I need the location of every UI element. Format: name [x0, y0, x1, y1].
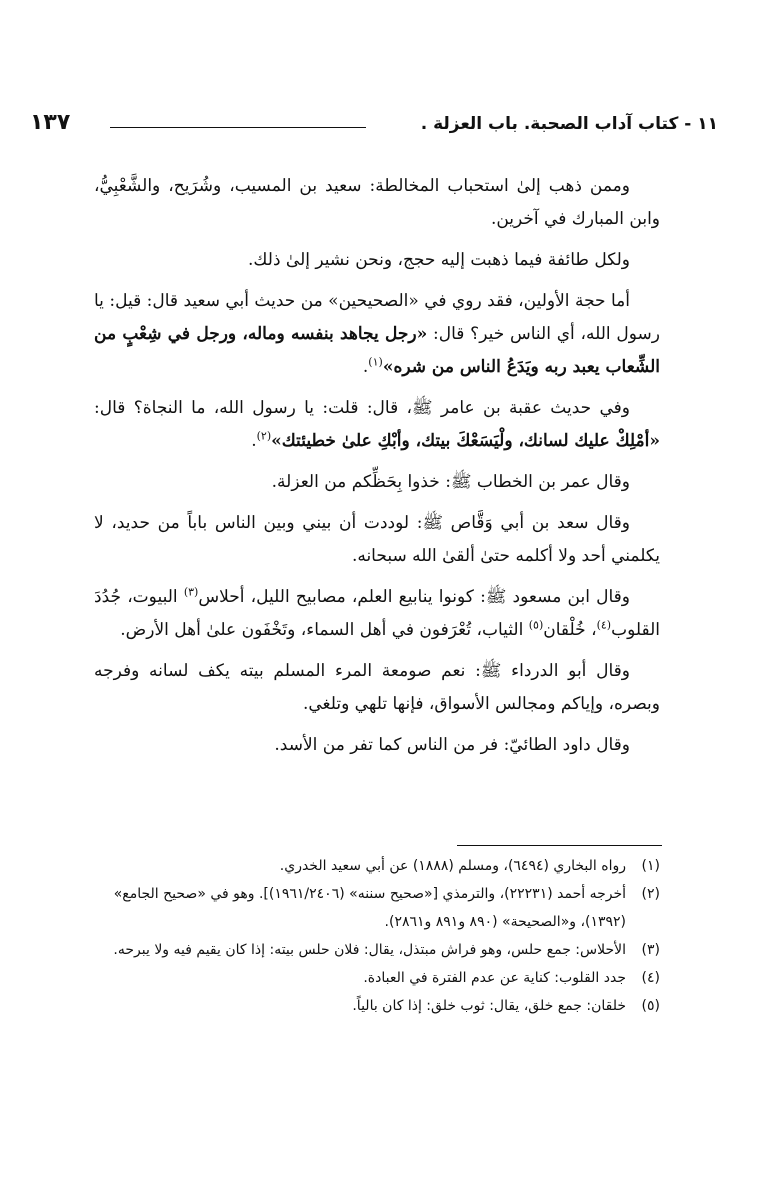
header-rule	[110, 127, 366, 128]
footnote-text: الأحلاس: جمع حلس، وهو فراش مبتذل، يقال: فلان حلس بيته: إذا كان يقيم فيه ولا يبرحه.	[113, 942, 626, 958]
paragraph	[94, 729, 660, 762]
paragraph-text: أما حجة الأولين، فقد روي في «الصحيحين» من حديث أبي سعيد قال: قيل: يا رسول الله، أي الناس خير؟ قال:	[94, 291, 660, 344]
footnote	[94, 880, 660, 936]
footnote-text: أخرجه أحمد (٢٢٢٣١)، والترمذي [«صحيح سننه» (١٩٦١/٢٤٠٦)]. وهو في «صحيح الجامع» (١٣٩٢)، و«الصحيحة» (٨٩٠ و٨٩١ و٢٨٦١).	[113, 886, 626, 930]
paragraph-text: ، خُلْقان	[543, 620, 597, 640]
paragraph	[94, 466, 660, 499]
footnote-ref: (٤)	[596, 618, 612, 632]
footnotes	[94, 852, 660, 1020]
main-text	[94, 170, 660, 770]
paragraph	[94, 392, 660, 458]
footnote-ref: (٥)	[528, 618, 544, 632]
footnote-ref: (٣)	[183, 585, 199, 599]
footnote-number: (٥)	[641, 998, 660, 1014]
header-title: ١١ - كتاب آداب الصحبة. باب العزلة .	[420, 114, 718, 134]
footnote-separator	[457, 845, 662, 846]
footnote	[94, 992, 660, 1020]
footnote-number: (٢)	[641, 886, 660, 902]
page-number: ١٣٧	[30, 110, 71, 135]
paragraph-text: وممن ذهب إلىٰ استحباب المخالطة: سعيد بن المسيب، وشُرَيح، والشَّعْبِيُّ، وابن المبارك في آخرين.	[94, 176, 660, 229]
hadith-quote: «أمْلِكْ عليك لسانك، ولْيَسَعْكَ بيتك، وأبْكِ علىٰ خطيئتك»	[271, 431, 660, 451]
paragraph	[94, 581, 660, 647]
paragraph-text: البيوت، جُدُدَ القلوب	[94, 587, 660, 640]
footnote-number: (٤)	[641, 970, 660, 986]
paragraph-text: الثياب، تُعْرَفون في أهل السماء، وتَخْفَون علىٰ أهل الأرض.	[120, 620, 529, 640]
paragraph-text: وقال داود الطائيّ: فر من الناس كما تفر من الأسد.	[274, 735, 630, 755]
footnote-text: جدد القلوب: كناية عن عدم الفترة في العبادة.	[363, 970, 626, 986]
paragraph-text: وقال سعد بن أبي وَقَّاص ﷺ: لوددت أن بيني وبين الناس باباً من حديد، لا يكلمني أحد ولا أكلمه حتىٰ ألقىٰ الله سبحانه.	[94, 513, 660, 566]
footnote-text: رواه البخاري (٦٤٩٤)، ومسلم (١٨٨٨) عن أبي سعيد الخدري.	[279, 858, 626, 874]
paragraph-text: وفي حديث عقبة بن عامر ﷺ، قال: قلت: يا رسول الله، ما النجاة؟ قال:	[94, 398, 630, 418]
paragraph	[94, 170, 660, 236]
footnote-number: (٣)	[641, 942, 660, 958]
hadith-quote: «رجل يجاهد بنفسه وماله، ورجل في شِعْبٍ من الشِّعاب يعبد ربه ويَدَعُ الناس من شره»	[94, 324, 660, 377]
paragraph-text: وقال عمر بن الخطاب ﷺ: خذوا بِحَظِّكم من العزلة.	[271, 472, 630, 492]
paragraph-text: .	[362, 357, 369, 377]
paragraph	[94, 507, 660, 573]
footnote-ref: (١)	[368, 355, 383, 369]
paragraph	[94, 655, 660, 721]
footnote	[94, 852, 660, 880]
paragraph-text: وقال ابن مسعود ﷺ: كونوا ينابيع العلم، مصابيح الليل، أحلاس	[198, 587, 631, 607]
footnote-number: (١)	[641, 858, 660, 874]
paragraph-text: وقال أبو الدرداء ﷺ: نعم صومعة المرء المسلم بيته يكف لسانه وفرجه وبصره، وإياكم ومجالس الأسواق، فإنها تلهي وتلغي.	[94, 661, 660, 714]
paragraph-text: .	[251, 431, 257, 451]
running-header	[30, 110, 718, 144]
footnote-ref: (٢)	[256, 429, 272, 443]
footnote-text: خلقان: جمع خلق، يقال: ثوب خلق: إذا كان بالياً.	[352, 998, 626, 1014]
paragraph	[94, 244, 660, 277]
paragraph-text: ولكل طائفة فيما ذهبت إليه حجج، ونحن نشير إلىٰ ذلك.	[248, 250, 630, 270]
footnote	[94, 936, 660, 964]
footnote	[94, 964, 660, 992]
paragraph	[94, 285, 660, 384]
